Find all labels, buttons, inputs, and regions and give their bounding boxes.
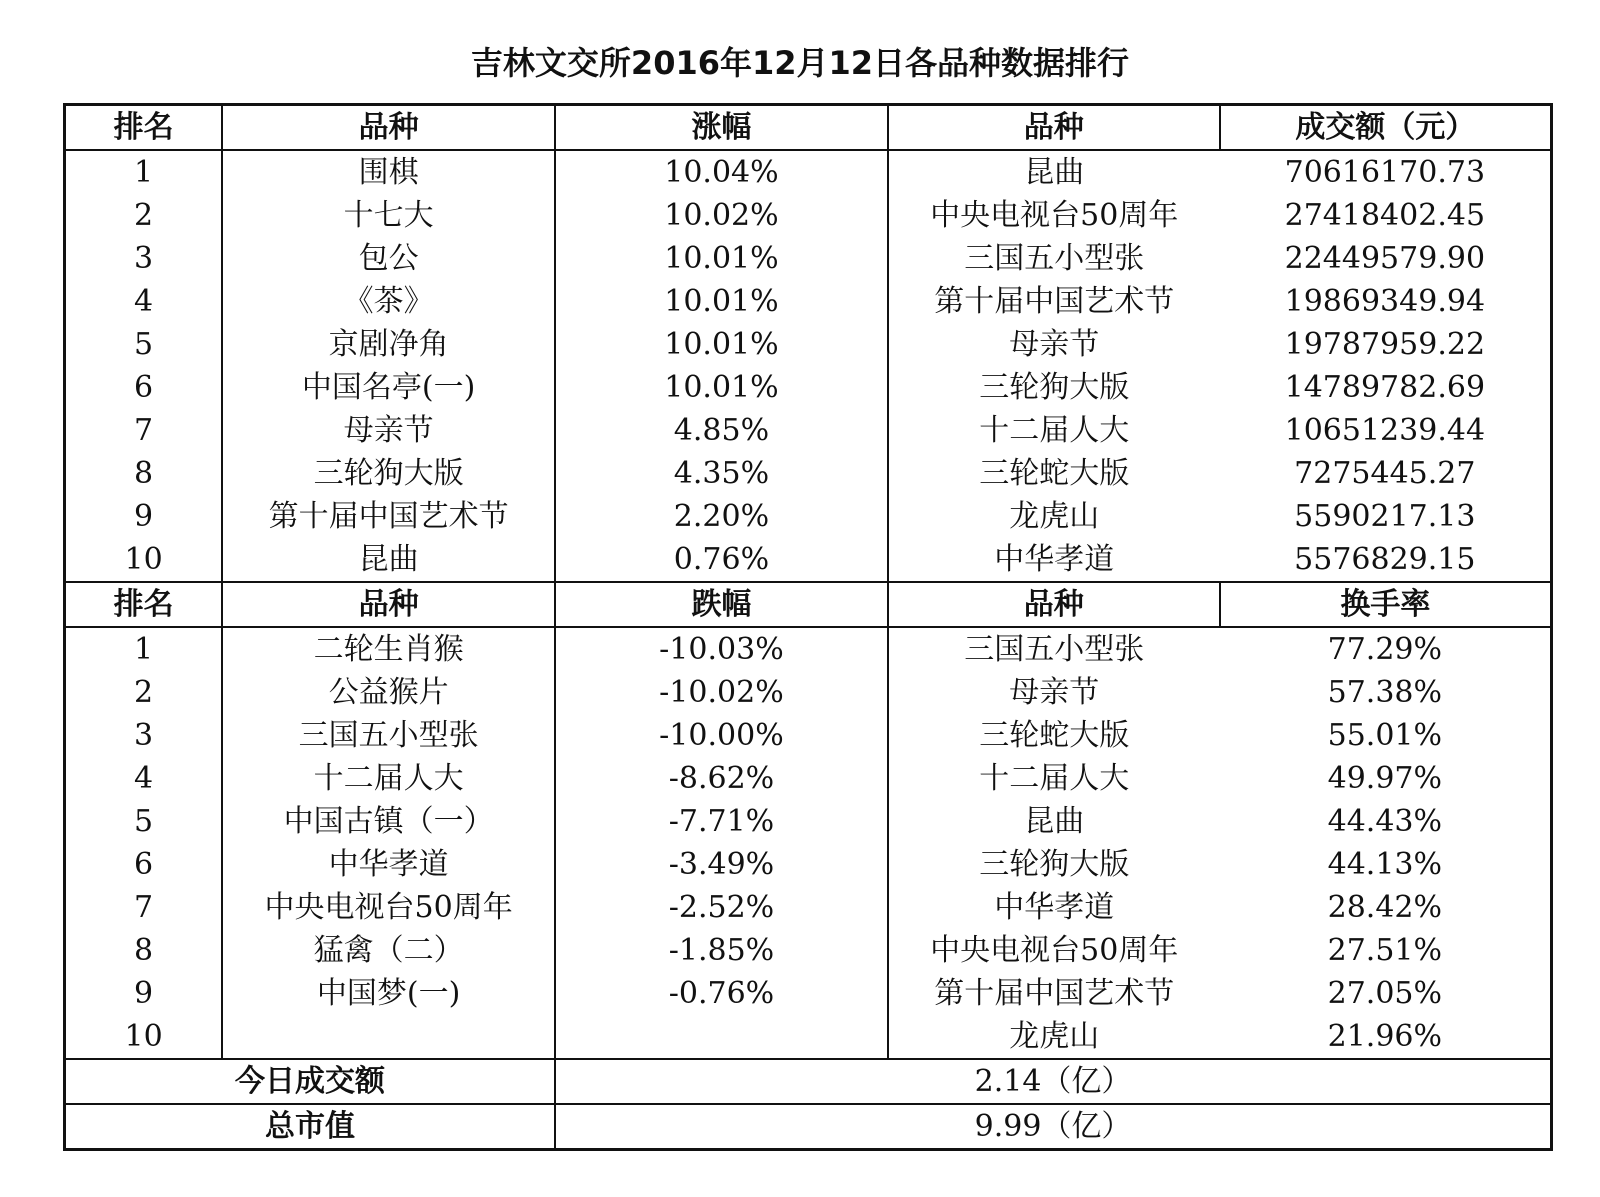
section1-header-variety: 品种 (222, 105, 555, 151)
rank-cell: 6 (65, 843, 223, 886)
variety-cell: 昆曲 (222, 538, 555, 582)
section1-header-variety-2: 品种 (888, 105, 1220, 151)
rank-cell: 2 (65, 194, 223, 237)
gain-cell: 10.01% (664, 370, 779, 405)
variety-cell: 中国古镇（一） (222, 800, 555, 843)
turnover-rate-cell: 27.51% (1327, 933, 1443, 968)
section2-header-decline: 跌幅 (555, 582, 888, 627)
table-row (65, 1015, 1552, 1059)
decline-cell: -10.02% (659, 675, 784, 710)
decline-cell: -10.03% (659, 632, 784, 667)
turnover-rate-cell: 44.13% (1327, 847, 1443, 882)
rank-cell: 6 (65, 366, 223, 409)
variety-cell: 三国五小型张 (888, 627, 1220, 671)
variety-cell: 三轮蛇大版 (888, 714, 1220, 757)
turnover-rate-cell: 21.96% (1327, 1019, 1443, 1054)
gain-cell: 10.01% (664, 284, 779, 319)
variety-cell: 中国名亭(一) (222, 366, 555, 409)
rank-cell: 5 (65, 800, 223, 843)
decline-cell: -2.52% (668, 890, 775, 925)
gain-cell: 10.01% (664, 241, 779, 276)
amount-cell: 70616170.73 (1284, 155, 1486, 190)
gain-cell: 4.35% (673, 456, 770, 491)
variety-cell: 龙虎山 (888, 1015, 1220, 1059)
amount-cell: 19787959.22 (1284, 327, 1486, 362)
rank-cell: 8 (65, 452, 223, 495)
table-row (65, 237, 1552, 280)
amount-cell: 14789782.69 (1284, 370, 1486, 405)
variety-cell: 三国五小型张 (222, 714, 555, 757)
summary-label: 今日成交额 (65, 1059, 556, 1104)
variety-cell: 中华孝道 (222, 843, 555, 886)
rank-cell: 8 (65, 929, 223, 972)
variety-cell: 三轮蛇大版 (888, 452, 1220, 495)
amount-cell: 19869349.94 (1284, 284, 1486, 319)
variety-cell: 十二届人大 (888, 409, 1220, 452)
table-row (65, 972, 1552, 1015)
variety-cell: 十二届人大 (888, 757, 1220, 800)
variety-cell: 第十届中国艺术节 (888, 280, 1220, 323)
section1-header-turnover-amount: 成交额（元） (1220, 105, 1552, 151)
amount-cell: 10651239.44 (1284, 413, 1486, 448)
rank-cell: 9 (65, 495, 223, 538)
rank-cell: 4 (65, 280, 223, 323)
table-row (65, 671, 1552, 714)
variety-cell: 母亲节 (888, 323, 1220, 366)
variety-cell (222, 1015, 555, 1059)
turnover-rate-cell: 57.38% (1327, 675, 1443, 710)
variety-cell: 公益猴片 (222, 671, 555, 714)
rank-cell: 7 (65, 409, 223, 452)
amount-cell: 22449579.90 (1284, 241, 1486, 276)
table-row (65, 929, 1552, 972)
variety-cell: 母亲节 (222, 409, 555, 452)
section1-header-rank: 排名 (65, 105, 223, 151)
amount-cell: 27418402.45 (1284, 198, 1486, 233)
table-row (65, 409, 1552, 452)
section2-header-variety: 品种 (222, 582, 555, 627)
amount-cell: 5576829.15 (1294, 542, 1476, 577)
variety-cell: 中华孝道 (888, 538, 1220, 582)
decline-cell (555, 1015, 888, 1059)
rank-cell: 7 (65, 886, 223, 929)
turnover-rate-cell: 55.01% (1327, 718, 1443, 753)
variety-cell: 三轮狗大版 (888, 366, 1220, 409)
gain-cell: 0.76% (673, 542, 770, 577)
table-row (65, 627, 1552, 671)
section2-header-row (65, 582, 1552, 627)
table-row (65, 452, 1552, 495)
decline-cell: -3.49% (668, 847, 775, 882)
variety-cell: 昆曲 (888, 150, 1220, 194)
turnover-rate-cell: 49.97% (1327, 761, 1443, 796)
summary-value: 2.14（亿） (555, 1059, 1551, 1104)
variety-cell: 龙虎山 (888, 495, 1220, 538)
rank-cell: 1 (65, 627, 223, 671)
decline-cell: -1.85% (668, 933, 775, 968)
rank-cell: 4 (65, 757, 223, 800)
rank-cell: 2 (65, 671, 223, 714)
gain-cell: 4.85% (673, 413, 770, 448)
gain-cell: 10.04% (664, 155, 779, 190)
variety-cell: 十七大 (222, 194, 555, 237)
table-row (65, 757, 1552, 800)
table-row (65, 495, 1552, 538)
table-row (65, 800, 1552, 843)
decline-cell: -8.62% (668, 761, 775, 796)
gain-cell: 10.01% (664, 327, 779, 362)
variety-cell: 十二届人大 (222, 757, 555, 800)
variety-cell: 猛禽（二） (222, 929, 555, 972)
rank-cell: 3 (65, 714, 223, 757)
rank-cell: 10 (65, 538, 223, 582)
variety-cell: 三轮狗大版 (888, 843, 1220, 886)
section1-header-gain: 涨幅 (555, 105, 888, 151)
rank-cell: 5 (65, 323, 223, 366)
variety-cell: 中华孝道 (888, 886, 1220, 929)
turnover-rate-cell: 77.29% (1327, 632, 1443, 667)
table-row (65, 194, 1552, 237)
table-row (65, 843, 1552, 886)
summary-value: 9.99（亿） (555, 1104, 1551, 1150)
variety-cell: 第十届中国艺术节 (888, 972, 1220, 1015)
summary-row (65, 1059, 1552, 1104)
table-row (65, 280, 1552, 323)
variety-cell: 中央电视台50周年 (888, 929, 1220, 972)
variety-cell: 围棋 (222, 150, 555, 194)
decline-cell: -0.76% (668, 976, 775, 1011)
rank-cell: 1 (65, 150, 223, 194)
variety-cell: 二轮生肖猴 (222, 627, 555, 671)
summary-label: 总市值 (65, 1104, 556, 1150)
gain-cell: 2.20% (673, 499, 770, 534)
section1-header-row (65, 105, 1552, 151)
variety-cell: 第十届中国艺术节 (222, 495, 555, 538)
turnover-rate-cell: 28.42% (1327, 890, 1443, 925)
table-row (65, 714, 1552, 757)
table-row (65, 886, 1552, 929)
table-row (65, 538, 1552, 582)
variety-cell: 母亲节 (888, 671, 1220, 714)
rank-cell: 3 (65, 237, 223, 280)
summary-row (65, 1104, 1552, 1150)
variety-cell: 昆曲 (888, 800, 1220, 843)
section2-header-variety-2: 品种 (888, 582, 1220, 627)
turnover-rate-cell: 27.05% (1327, 976, 1443, 1011)
turnover-rate-cell: 44.43% (1327, 804, 1443, 839)
decline-cell: -10.00% (659, 718, 784, 753)
gain-cell: 10.02% (664, 198, 779, 233)
rank-cell: 9 (65, 972, 223, 1015)
amount-cell: 7275445.27 (1294, 456, 1476, 491)
variety-cell: 中国梦(一) (222, 972, 555, 1015)
table-row (65, 366, 1552, 409)
variety-cell: 《茶》 (222, 280, 555, 323)
page-title: 吉林文交所2016年12月12日各品种数据排行 (470, 44, 1130, 82)
rank-cell: 10 (65, 1015, 223, 1059)
variety-cell: 中央电视台50周年 (888, 194, 1220, 237)
table-row (65, 323, 1552, 366)
amount-cell: 5590217.13 (1294, 499, 1476, 534)
table-row (65, 150, 1552, 194)
variety-cell: 包公 (222, 237, 555, 280)
decline-cell: -7.71% (668, 804, 775, 839)
variety-cell: 三轮狗大版 (222, 452, 555, 495)
variety-cell: 三国五小型张 (888, 237, 1220, 280)
section2-header-turnover-rate: 换手率 (1220, 582, 1552, 627)
variety-cell: 中央电视台50周年 (222, 886, 555, 929)
section2-header-rank: 排名 (65, 582, 223, 627)
variety-cell: 京剧净角 (222, 323, 555, 366)
ranking-table (63, 103, 1553, 1151)
